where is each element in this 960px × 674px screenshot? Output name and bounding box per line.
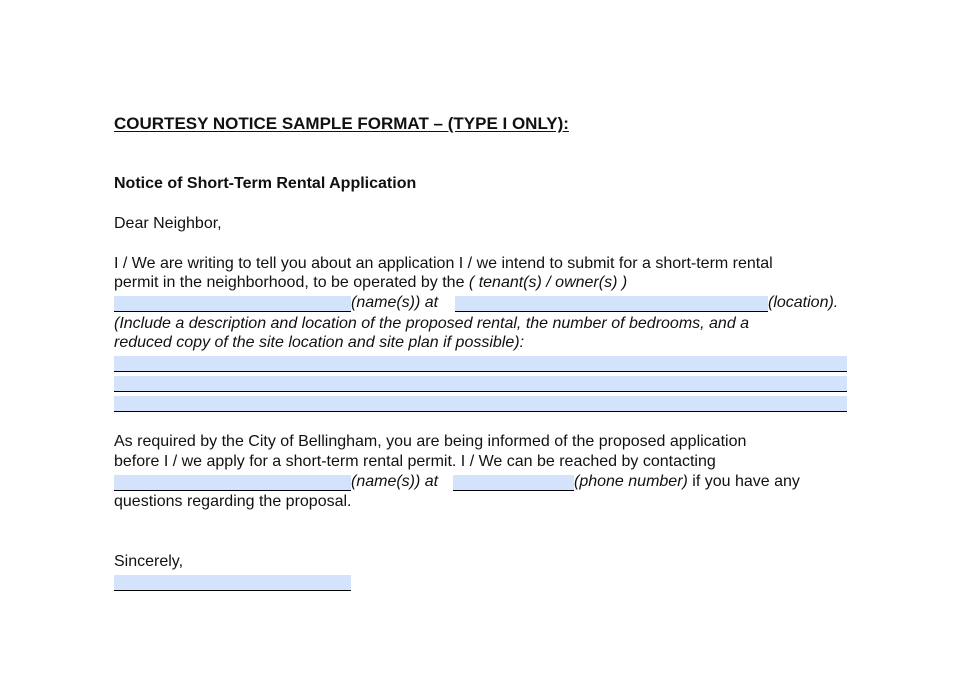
- para2-line2: before I / we apply for a short-term rental permit. I / We can be reached by contacting: [114, 453, 716, 470]
- names-label: (name(s)) at: [351, 294, 439, 311]
- include-instructions-line2: reduced copy of the site location and site plan if possible):: [114, 334, 525, 351]
- description-field-line-3[interactable]: [114, 396, 847, 412]
- phone-number-field[interactable]: [453, 475, 574, 491]
- para2-line1: As required by the City of Bellingham, you are being informed of the proposed application: [114, 433, 747, 450]
- page-title: COURTESY NOTICE SAMPLE FORMAT – (TYPE I ONLY):: [114, 114, 569, 133]
- greeting: Dear Neighbor,: [114, 215, 222, 232]
- include-instructions-line1: (Include a description and location of the proposed rental, the number of bedrooms, and a: [114, 315, 750, 332]
- description-field-line-2[interactable]: [114, 376, 847, 392]
- location-label: (location).: [768, 294, 839, 311]
- tenant-owner-label: ( tenant(s) / owner(s) ): [468, 274, 628, 291]
- signature-field[interactable]: [114, 575, 351, 591]
- location-field[interactable]: [455, 296, 768, 312]
- para2-line4: questions regarding the proposal.: [114, 493, 352, 510]
- contact-names-field[interactable]: [114, 475, 351, 491]
- phone-label: [574, 472, 800, 492]
- document-subtitle: Notice of Short-Term Rental Application: [114, 175, 417, 192]
- phone-suffix: if you have any: [687, 473, 800, 490]
- description-field-line-1[interactable]: [114, 356, 847, 372]
- contact-names-label: (name(s)) at: [351, 473, 439, 490]
- closing: Sincerely,: [114, 553, 184, 570]
- para1-line1: I / We are writing to tell you about an application I / we intend to submit for a short-term rental: [114, 255, 773, 272]
- names-field[interactable]: [114, 296, 351, 312]
- para1-line2-text: permit in the neighborhood, to be operated by the: [114, 274, 469, 291]
- para1-line2: [114, 273, 627, 293]
- phone-number-label: (phone number): [574, 473, 688, 490]
